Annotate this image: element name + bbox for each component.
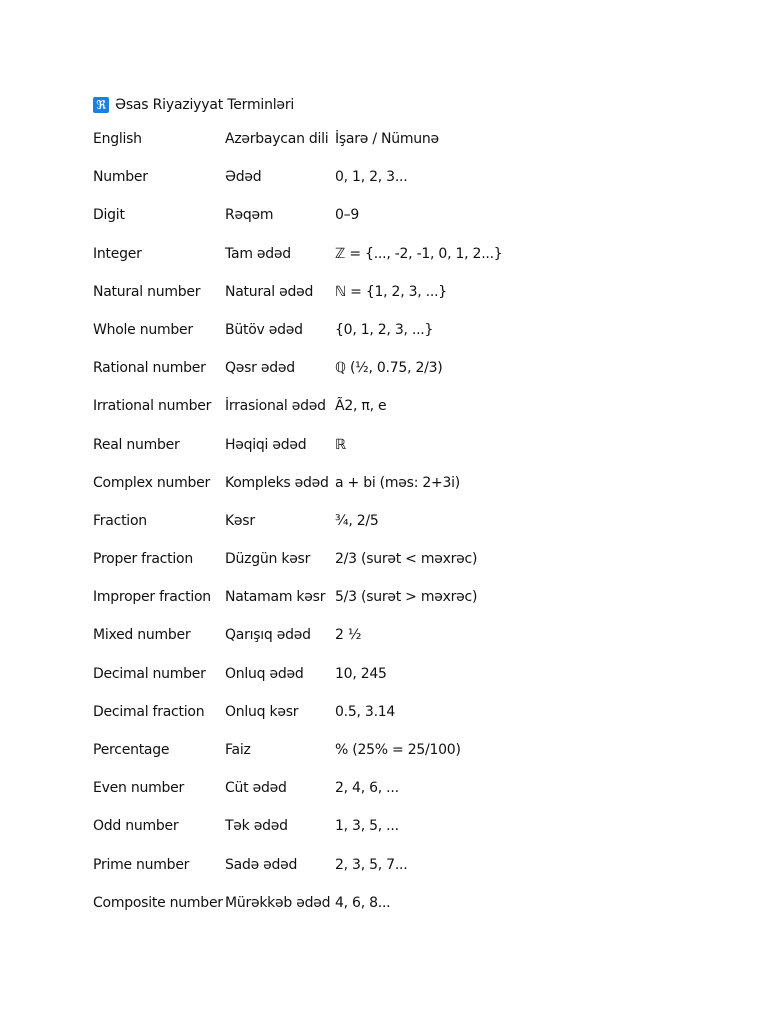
table-row: [93, 246, 713, 284]
header-english: English: [93, 131, 142, 147]
table-row: [93, 627, 713, 665]
term-english: Fraction: [93, 512, 147, 529]
table-row: [93, 360, 713, 398]
table-row: [93, 207, 713, 245]
term-example: a + bi (məs: 2+3i): [335, 474, 461, 491]
term-azerbaijani: Bütöv ədəd: [225, 321, 303, 338]
term-example: 2, 3, 5, 7...: [335, 856, 408, 873]
term-english: Composite number: [93, 894, 223, 911]
term-example: ℕ = {1, 2, 3, ...}: [335, 283, 447, 300]
term-example: % (25% = 25/100): [335, 742, 461, 758]
term-example: 2/3 (surət < məxrəc): [335, 551, 478, 568]
term-azerbaijani: İrrasional ədəd: [225, 398, 326, 415]
term-english: Odd number: [93, 818, 179, 835]
header-azerbaijani: Azərbaycan dili: [225, 131, 329, 147]
table-row: [93, 551, 713, 589]
term-azerbaijani: Natamam kəsr: [225, 589, 326, 606]
term-english: Real number: [93, 436, 180, 453]
term-azerbaijani: Natural ədəd: [225, 283, 314, 300]
table-row: [93, 475, 713, 513]
terms-table: [93, 131, 713, 933]
document: [93, 93, 713, 933]
table-row: [93, 666, 713, 704]
term-azerbaijani: Qəsr ədəd: [225, 360, 295, 377]
term-english: Integer: [93, 245, 142, 262]
terms-header-row: [93, 131, 713, 169]
table-row: [93, 437, 713, 475]
term-azerbaijani: Rəqəm: [225, 207, 274, 224]
term-example: 0, 1, 2, 3...: [335, 169, 408, 186]
table-row: [93, 398, 713, 436]
term-english: Proper fraction: [93, 551, 193, 568]
term-english: Percentage: [93, 742, 170, 758]
term-example: {0, 1, 2, 3, ...}: [335, 321, 434, 338]
term-english: Irrational number: [93, 398, 212, 415]
term-english: Improper fraction: [93, 589, 211, 606]
table-row: [93, 589, 713, 627]
term-example: 0.5, 3.14: [335, 703, 396, 720]
term-azerbaijani: Faiz: [225, 742, 251, 758]
term-english: Rational number: [93, 360, 206, 377]
table-row: [93, 857, 713, 895]
table-row: [93, 742, 713, 780]
term-azerbaijani: Tam ədəd: [225, 245, 291, 262]
table-row: [93, 284, 713, 322]
term-example: 2, 4, 6, ...: [335, 780, 399, 797]
term-azerbaijani: Kəsr: [225, 512, 255, 529]
term-example: ℚ (½, 0.75, 2/3): [335, 360, 443, 377]
term-azerbaijani: Onluq ədəd: [225, 665, 304, 682]
term-azerbaijani: Cüt ədəd: [225, 780, 287, 797]
term-example: 4, 6, 8...: [335, 894, 391, 911]
term-english: Natural number: [93, 283, 201, 300]
document-title: Əsas Riyaziyyat Terminləri: [115, 97, 295, 113]
header-example: İşarə / Nümunə: [335, 131, 439, 147]
term-azerbaijani: Mürəkkəb ədəd: [225, 894, 331, 911]
math-symbol-icon: ℜ: [93, 97, 109, 113]
term-example: 10, 245: [335, 665, 387, 682]
term-example: ℤ = {..., -2, -1, 0, 1, 2...}: [335, 245, 503, 262]
table-row: [93, 322, 713, 360]
term-azerbaijani: Sadə ədəd: [225, 856, 298, 873]
term-example: Ã2, π, e: [335, 398, 387, 415]
term-english: Complex number: [93, 474, 210, 491]
term-azerbaijani: Tək ədəd: [225, 818, 288, 835]
term-azerbaijani: Ədəd: [225, 169, 262, 186]
term-english: Number: [93, 169, 148, 186]
term-example: 2 ½: [335, 627, 362, 644]
term-example: ℝ: [335, 436, 346, 453]
term-example: 0–9: [335, 207, 360, 224]
term-azerbaijani: Onluq kəsr: [225, 703, 299, 720]
table-row: [93, 513, 713, 551]
term-english: Even number: [93, 780, 184, 797]
term-example: ¾, 2/5: [335, 512, 379, 529]
term-azerbaijani: Kompleks ədəd: [225, 474, 329, 491]
table-row: [93, 169, 713, 207]
term-english: Digit: [93, 207, 125, 224]
term-english: Prime number: [93, 856, 190, 873]
table-row: [93, 780, 713, 818]
table-row: [93, 704, 713, 742]
term-english: Decimal fraction: [93, 703, 205, 720]
term-azerbaijani: Həqiqi ədəd: [225, 436, 307, 453]
term-english: Whole number: [93, 321, 193, 338]
document-title-row: [93, 93, 713, 117]
term-azerbaijani: Düzgün kəsr: [225, 551, 311, 568]
table-row: [93, 895, 713, 933]
term-example: 1, 3, 5, ...: [335, 818, 399, 835]
term-azerbaijani: Qarışıq ədəd: [225, 627, 311, 644]
table-row: [93, 818, 713, 856]
term-example: 5/3 (surət > məxrəc): [335, 589, 478, 606]
term-english: Decimal number: [93, 665, 206, 682]
term-english: Mixed number: [93, 627, 191, 644]
